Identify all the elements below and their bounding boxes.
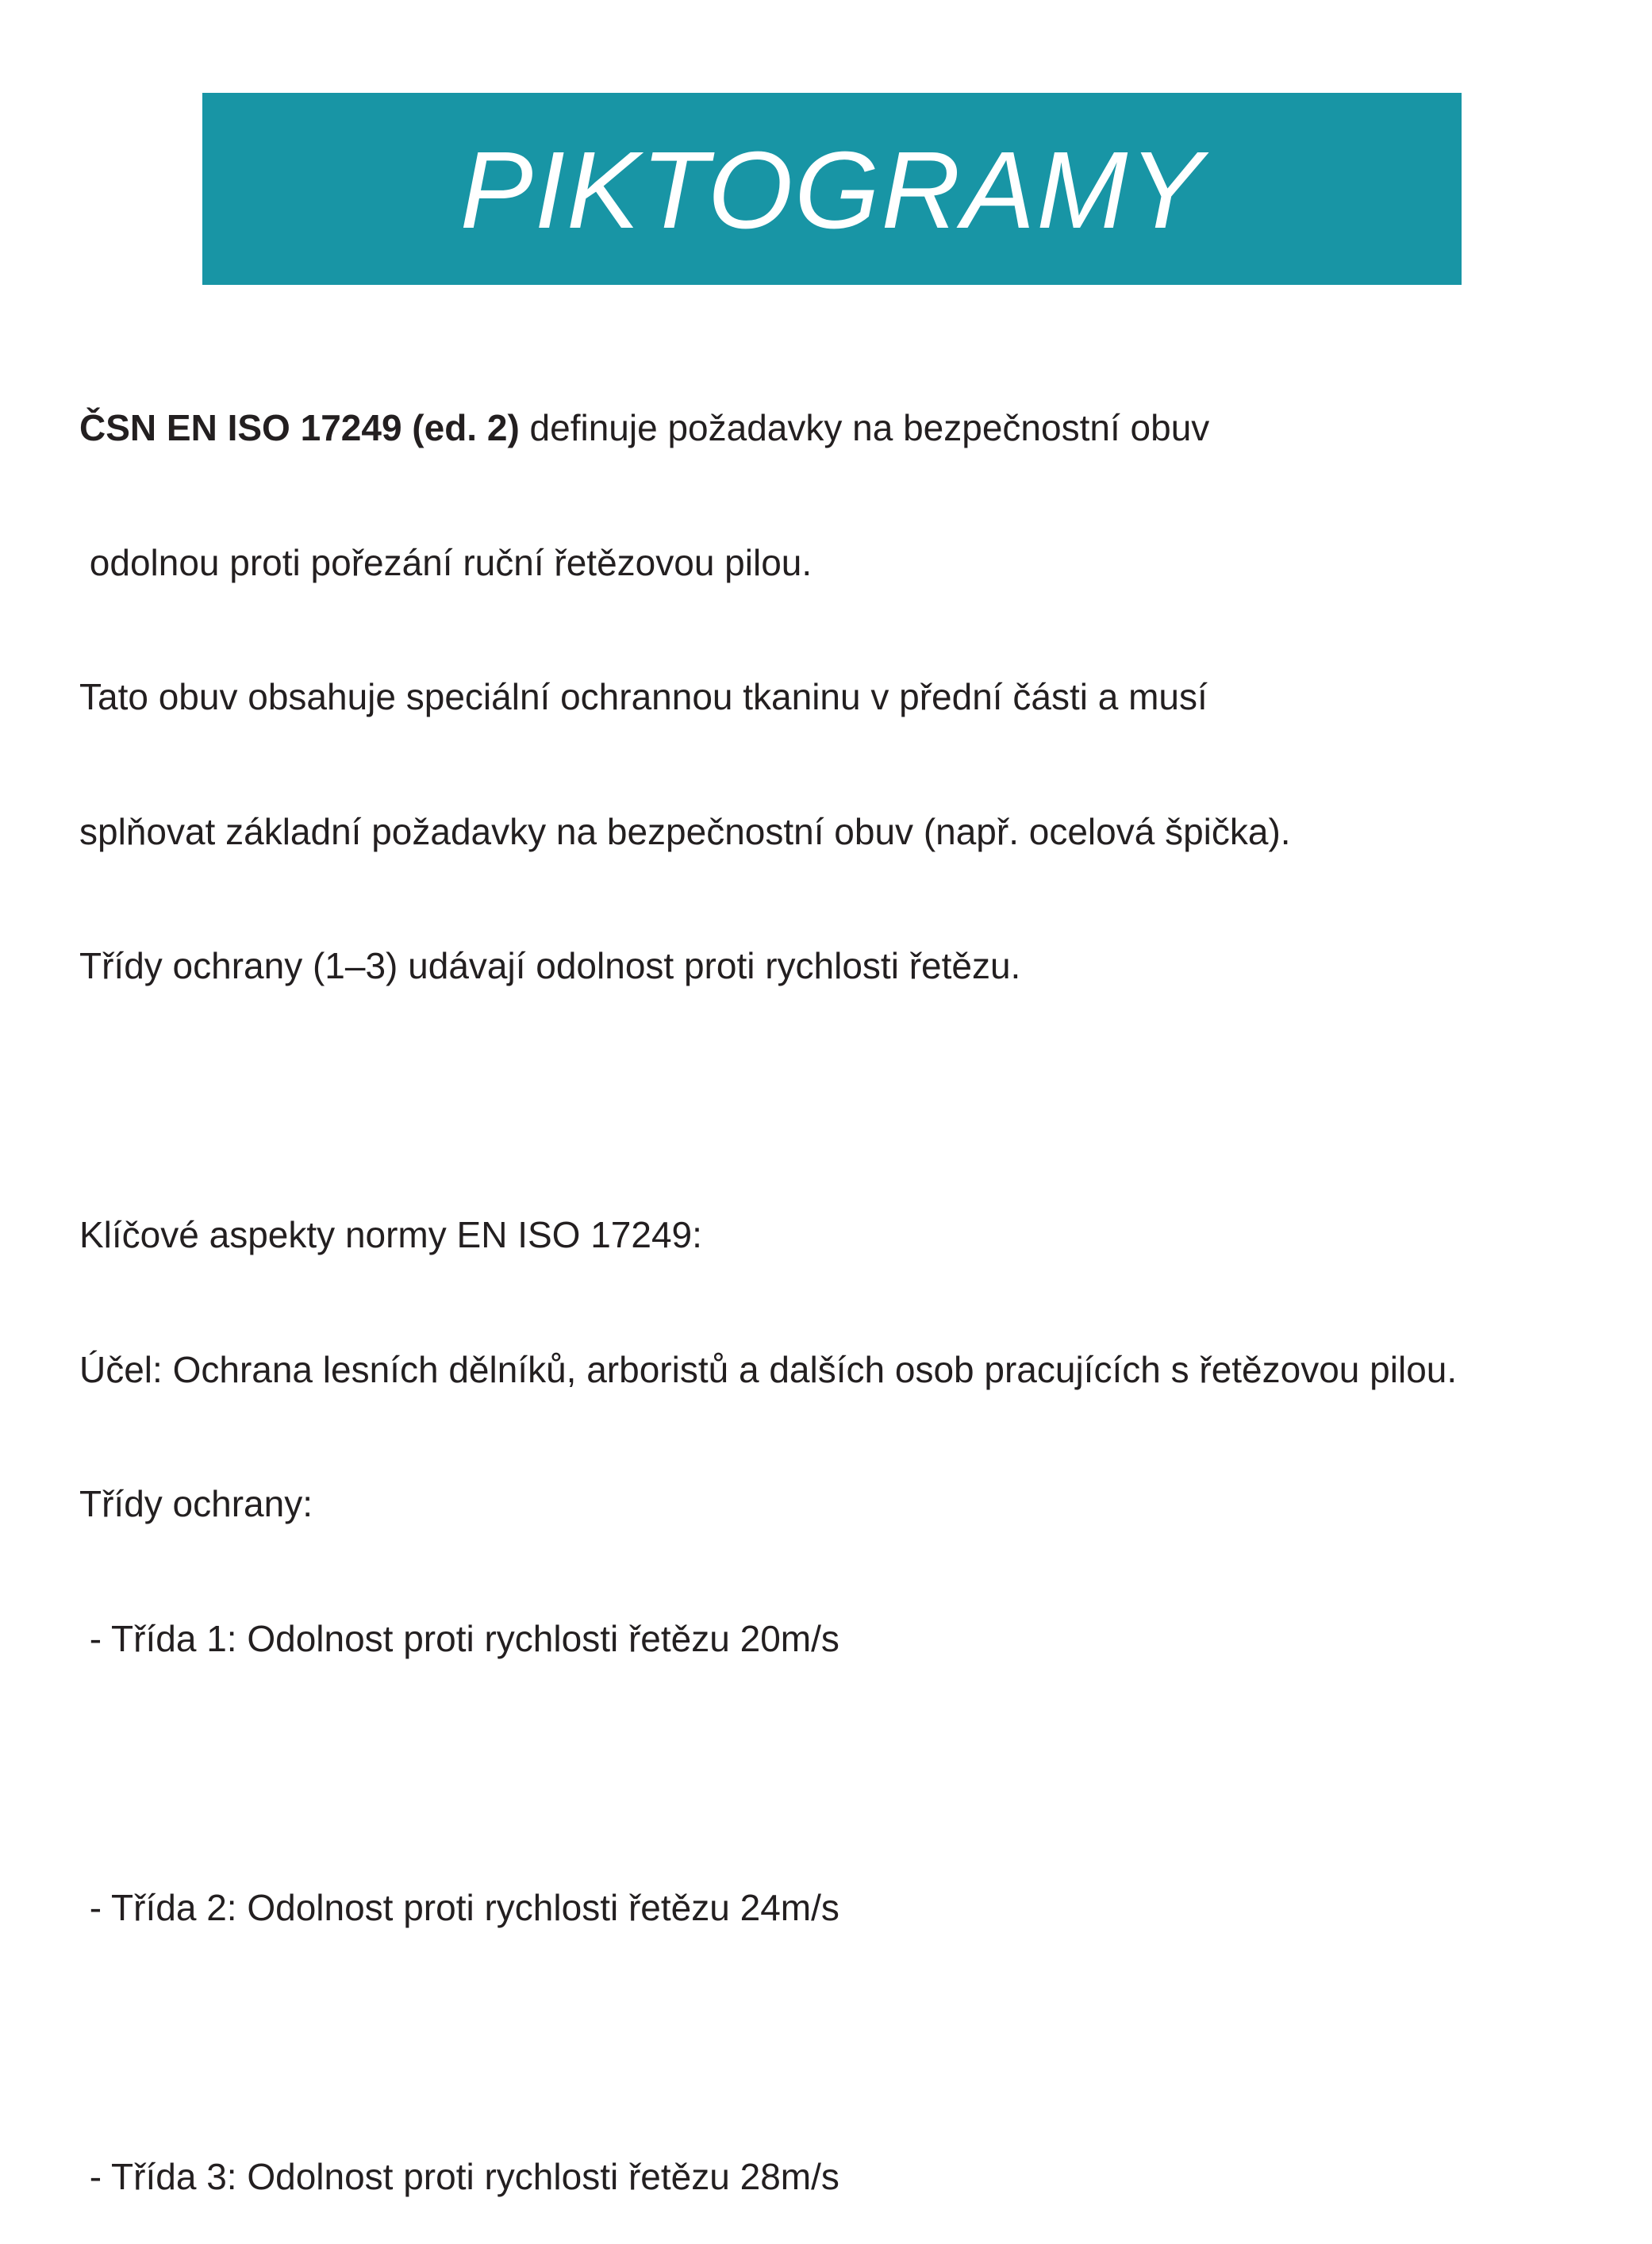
class-gap [79,1750,1635,1796]
class-item-3: - Třída 3: Odolnost proti rychlosti řetězu 28m/s [79,2155,839,2197]
classes-heading: Třídy ochrany: [79,1483,313,1524]
intro-line-2: odolnou proti pořezání ruční řetězovou pilou. [79,541,813,583]
page-title: PIKTOGRAMY [459,129,1204,252]
document-body [79,316,1635,2244]
class-item-1: - Třída 1: Odolnost proti rychlosti řetězu 20m/s [79,1617,839,1659]
intro-line-4: splňovat základní požadavky na bezpečnostní obuv (např. ocelová špička). [79,810,1291,852]
paragraph-gap [79,1078,1635,1124]
class-gap [79,2019,1635,2065]
purpose-line: Účel: Ochrana lesních dělníků, arboristů a dalších osob pracujících s řetězovou pilou. [79,1348,1458,1390]
intro-line-5: Třídy ochrany (1–3) udávají odolnost proti rychlosti řetězu. [79,945,1021,986]
title-banner [202,93,1462,285]
intro-line-1-text: definuje požadavky na bezpečnostní obuv [519,407,1210,448]
intro-line-1 [79,405,1635,451]
aspects-heading: Klíčové aspekty normy EN ISO 17249: [79,1214,702,1255]
class-item-2: - Třída 2: Odolnost proti rychlosti řetězu 24m/s [79,1886,839,1928]
intro-line-3: Tato obuv obsahuje speciální ochrannou tkaninu v přední části a musí [79,676,1208,717]
standard-name: ČSN EN ISO 17249 (ed. 2) [79,407,520,448]
